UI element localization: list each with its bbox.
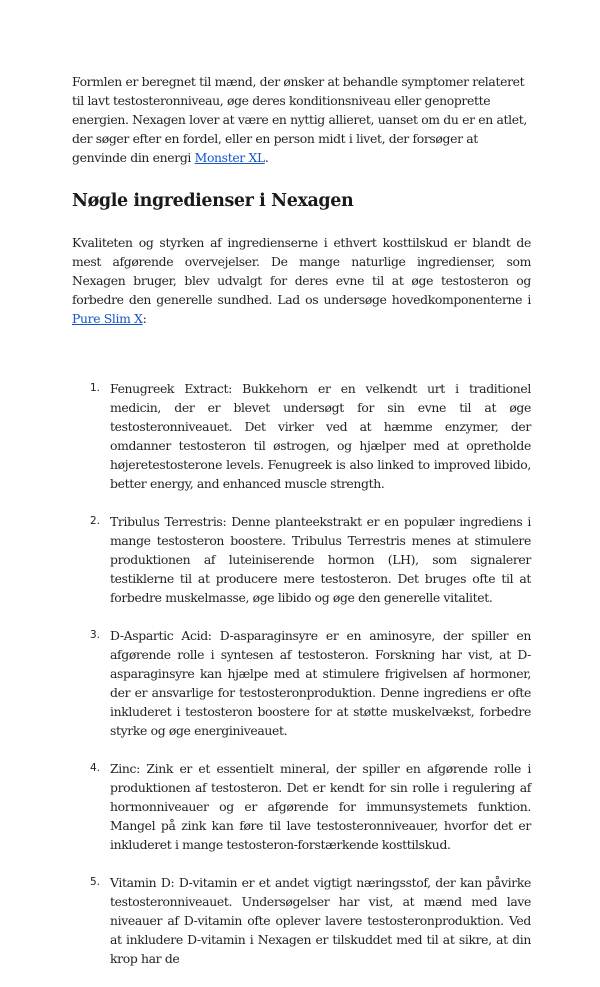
list-item (72, 626, 531, 740)
list-item-text: Fenugreek Extract: Bukkehorn er en velkendt urt i traditionel medicin, der er blevet undersøgt for sin evne til at øge testosteronniveauet. Det virker ved at hæmme enzymer, der omdanner testosteron til østrogen, og hjælper med at opretholde højeretestosterone levels. Fenugreek is also linked to improved libido, better energy, and enhanced muscle strength. (110, 381, 531, 491)
list-item-text: Zinc: Zink er et essentielt mineral, der spiller en afgørende rolle i produktionen af testosteron. Det er kendt for sin rolle i regulering af hormonniveauer og er afgørende for immunsystemets funktion. Mangel på zink kan føre til lave testosteronniveauer, hvorfor det er inkluderet i mange testosteron-forstærkende kosttilskud. (110, 761, 531, 852)
monster-xl-link[interactable]: Monster XL (194, 150, 265, 165)
list-item (72, 873, 531, 968)
list-item (72, 512, 531, 607)
section-heading: Nøgle ingredienser i Nexagen (72, 191, 354, 211)
list-item-number: 2. (90, 515, 101, 527)
section-text: Kvaliteten og styrken af ingredienserne i ethvert kosttilskud er blandt de mest afgørende overvejelser. De mange naturlige ingredienser, som Nexagen bruger, blev udvalgt for deres evne til at øge testosteron og forbedre den generelle sundhed. Lad os undersøge hovedkomponenterne i (72, 235, 531, 307)
list-item-text: Vitamin D: D-vitamin er et andet vigtigt næringsstof, der kan påvirke testosteronniveauet. Undersøgelser har vist, at mænd med lave niveauer af D-vitamin ofte oplever lavere testosteronproduktion. Ved at inkludere D-vitamin i Nexagen er tilskuddet med til at sikre, at din krop har de (110, 875, 531, 966)
section-paragraph (72, 233, 531, 328)
intro-paragraph (72, 72, 531, 167)
list-item-number: 4. (90, 762, 101, 774)
intro-text: Formlen er beregnet til mænd, der ønsker at behandle symptomer relateret til lavt testosteronniveau, øge deres konditionsniveau eller genoprette energien. Nexagen lover at være en nyttig allieret, uanset om du er en atlet, der søger efter en fordel, eller en person midt i livet, der forsøger at genvinde din energi (72, 74, 527, 165)
list-item-number: 5. (90, 876, 101, 888)
ingredients-list (72, 379, 531, 968)
document-page (72, 72, 531, 987)
intro-text-end: . (264, 150, 269, 165)
list-item-text: D-Aspartic Acid: D-asparaginsyre er en aminosyre, der spiller en afgørende rolle i syntesen af testosteron. Forskning har vist, at D-asparaginsyre kan hjælpe med at stimulere frigivelsen af hormoner, der er ansvarlige for testosteronproduktion. Denne ingrediens er ofte inkluderet i testosteron boostere for at støtte muskelvækst, forbedre styrke og øge energiniveauet. (110, 628, 531, 738)
list-item-number: 1. (90, 382, 101, 394)
list-item-number: 3. (90, 629, 101, 641)
list-item (72, 379, 531, 493)
list-item-text: Tribulus Terrestris: Denne planteekstrakt er en populær ingrediens i mange testosteron boostere. Tribulus Terrestris menes at stimulere produktionen af luteiniserende hormon (LH), som signalerer testiklerne til at producere mere testosteron. Det bruges ofte til at forbedre muskelmasse, øge libido og øge den generelle vitalitet. (110, 514, 531, 605)
list-item (72, 759, 531, 854)
pure-slim-x-link[interactable]: Pure Slim X (72, 311, 143, 326)
section-text-end: : (142, 311, 147, 326)
section-heading-wrap (72, 189, 531, 213)
